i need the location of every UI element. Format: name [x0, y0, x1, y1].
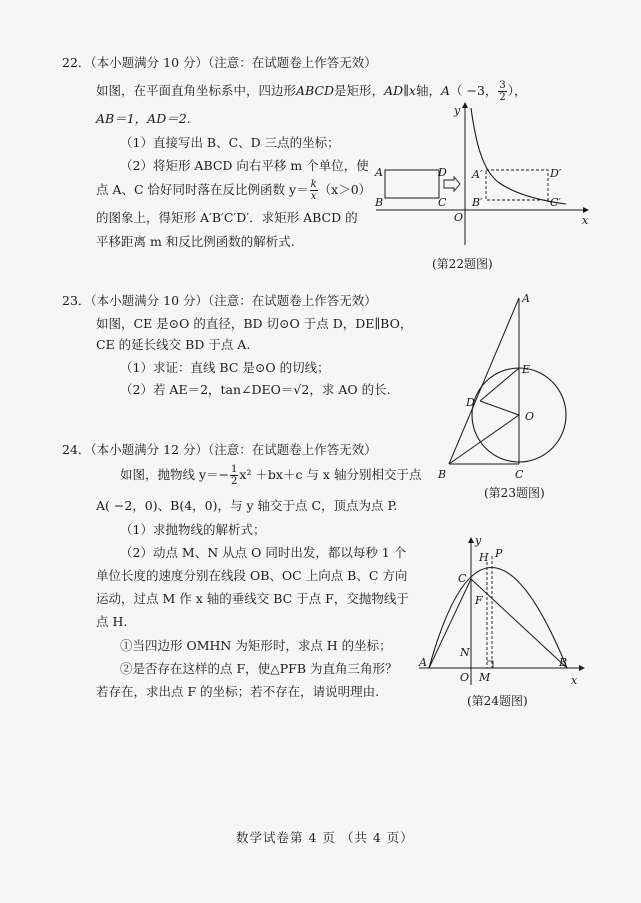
- q24-sub1: （1）求抛物线的解析式；: [120, 522, 266, 537]
- label-D: D: [438, 166, 447, 179]
- q24-line2: A( −2，0)、B(4，0)，与 y 轴交于点 C，顶点为点 P.: [96, 498, 398, 513]
- q22-figure: [368, 100, 593, 255]
- q24-sub5: 点 H.: [96, 614, 128, 629]
- label-y: y: [454, 104, 461, 117]
- q22-fraction: $\frac{3}{2}$: [499, 80, 506, 103]
- label-H: H: [479, 551, 489, 564]
- q23-sub2: （2）若 AE＝2，tan∠DEO＝√2，求 AO 的长.: [120, 382, 391, 397]
- q24-header: 24．（本小题满分 12 分）（注意：在试题卷上作答无效）: [62, 442, 377, 457]
- label-A: A: [522, 292, 530, 305]
- q24-figure: [415, 535, 587, 690]
- q22-sub4: 的图象上，得矩形 A′B′C′D′．求矩形 ABCD 的: [96, 210, 358, 225]
- q23-line2: CE 的延长线交 BD 于点 A.: [96, 337, 251, 352]
- segment-DE: [480, 368, 519, 401]
- label-B: B: [559, 656, 568, 669]
- q23-figure: [436, 285, 606, 483]
- q24-sub6: ①当四边形 OMHN 为矩形时，求点 H 的坐标；: [120, 638, 392, 653]
- label-O: O: [454, 211, 464, 224]
- q24-sub2: （2）动点 M、N 从点 O 同时出发，都以每秒 1 个: [120, 545, 407, 560]
- q24-caption: (第24题图): [467, 694, 528, 708]
- q24-sub3: 单位长度的速度分别在线段 OB、OC 上向点 B、C 方向: [96, 568, 408, 583]
- label-y: y: [475, 535, 482, 547]
- label-O: O: [525, 410, 535, 423]
- q24-line1: 如图，抛物线 y＝− $\frac{1}{2}$ x² ＋bx＋c 与 x 轴分别相交于点: [120, 464, 422, 487]
- q22-line1: 如图，在平面直角坐标系中，四边形ABCD是矩形，AD∥x轴，A（ −3， $\frac{3}{2}$ ），: [96, 80, 527, 103]
- q23-caption: (第23题图): [484, 486, 545, 500]
- label-B-prime: B′: [472, 196, 483, 209]
- label-C-prime: C′: [550, 196, 561, 209]
- q23-line1: 如图，CE 是⊙O 的直径，BD 切⊙O 于点 D，DE∥BO，: [96, 316, 413, 331]
- label-x: x: [571, 674, 578, 687]
- label-F: F: [475, 594, 483, 607]
- rect-abcd-prime: [486, 170, 548, 200]
- q24-sub8: 若存在，求出点 F 的坐标；若不存在，请说明理由.: [96, 684, 380, 699]
- q23-sub1: （1）求证：直线 BC 是⊙O 的切线；: [120, 360, 330, 375]
- label-A: A: [375, 166, 383, 179]
- q22-sub5: 平移距离 m 和反比例函数的解析式.: [96, 234, 295, 249]
- q22-sub1: （1）直接写出 B、C、D 三点的坐标；: [120, 135, 340, 150]
- q22-header: 22．（本小题满分 10 分）（注意：在试题卷上作答无效）: [62, 55, 377, 70]
- q22-caption: (第22题图): [432, 257, 493, 271]
- label-x: x: [582, 214, 589, 227]
- segment-DO: [480, 401, 519, 415]
- label-B: B: [375, 196, 384, 209]
- q24-sub7: ②是否存在这样的点 F，使△PFB 为直角三角形？: [120, 661, 398, 676]
- q23-header: 23．（本小题满分 10 分）（注意：在试题卷上作答无效）: [62, 293, 377, 308]
- label-E: E: [522, 363, 531, 376]
- q22-sub3: 点 A、C 恰好同时落在反比例函数 y＝ $\frac{k}{x}$ （x＞0）: [96, 179, 372, 202]
- label-P: P: [495, 547, 503, 560]
- label-M: M: [479, 671, 491, 684]
- parabola-curve: [429, 568, 567, 669]
- page-footer: 数学试卷第 4 页 （共 4 页）: [236, 830, 414, 845]
- q22-line2: AB＝1，AD＝2.: [96, 111, 191, 126]
- translate-arrow: [444, 177, 460, 191]
- label-A: A: [419, 656, 427, 669]
- label-C: C: [438, 196, 447, 209]
- label-C: C: [515, 468, 524, 481]
- hyperbola-curve: [471, 108, 566, 204]
- label-C: C: [458, 572, 467, 585]
- label-D-prime: D′: [550, 167, 562, 180]
- label-D: D: [466, 396, 475, 409]
- segment-CB: [471, 579, 567, 668]
- q24-sub4: 运动，过点 M 作 x 轴的垂线交 BC 于点 F，交抛物线于: [96, 591, 409, 606]
- q22-sub2: （2）将矩形 ABCD 向右平移 m 个单位，使: [120, 158, 369, 173]
- label-N: N: [460, 646, 470, 659]
- label-O: O: [460, 671, 470, 684]
- label-B: B: [438, 468, 447, 481]
- rect-abcd: [385, 170, 439, 198]
- label-A-prime: A′: [472, 168, 483, 181]
